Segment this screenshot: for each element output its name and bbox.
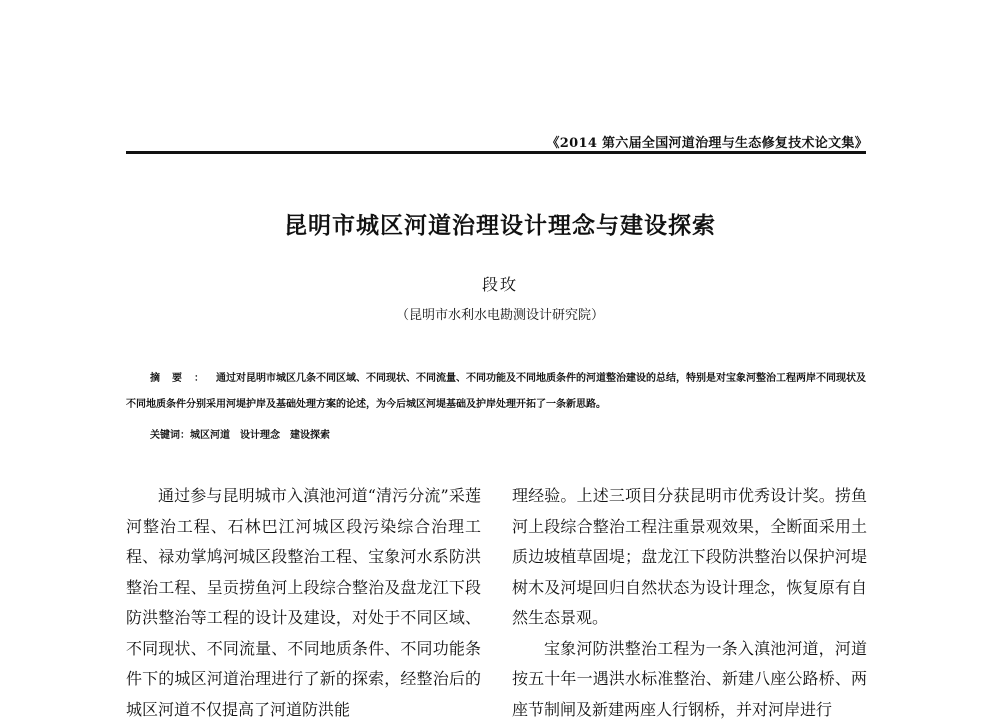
author-affiliation: （昆明市水利水电勘测设计研究院）: [0, 304, 1000, 323]
body-left-column: [126, 481, 481, 725]
running-header: 《2014 第六届全国河道治理与生态修复技术论文集》: [546, 132, 868, 151]
paper-title: 昆明市城区河道治理设计理念与建设探索: [0, 207, 1000, 240]
keywords-label: 关键词：: [150, 430, 190, 441]
keywords-text: 城区河道 设计理念 建设探索: [190, 430, 330, 441]
abstract-text: 通过对昆明市城区几条不同区域、不同现状、不同流量、不同功能及不同地质条件的河道整治建设的总结，特别是对宝象河整治工程两岸不同现状及不同地质条件分别采用河堤护岸及基础处理方案的论述，为今后城区河堤基础及护岸处理开拓了一条新思路。: [126, 373, 866, 410]
author-name: 段玫: [0, 272, 1000, 295]
body-paragraph: 宝象河防洪整治工程为一条入滇池河道，河道按五十年一遇洪水标准整治、新建八座公路桥、两座节制闸及新建两座人行钢桥，并对河岸进行: [512, 634, 867, 725]
abstract-label: 摘要：: [150, 373, 216, 384]
keywords: [150, 426, 330, 441]
header-rule: [126, 151, 866, 154]
body-paragraph: 通过参与昆明城市入滇池河道“清污分流”采莲河整治工程、石林巴江河城区段污染综合治理工程、禄劝掌鸠河城区段整治工程、宝象河水系防洪整治工程、呈贡捞鱼河上段综合整治及盘龙江下段防洪整治等工程的设计及建设，对处于不同区域、不同现状、不同流量、不同地质条件、不同功能条件下的城区河道治理进行了新的探索，经整治后的城区河道不仅提高了河道防洪能: [126, 481, 481, 725]
body-paragraph: 理经验。上述三项目分获昆明市优秀设计奖。捞鱼河上段综合整治工程注重景观效果，全断面采用土质边坡植草固堤；盘龙江下段防洪整治以保护河堤树木及河堤回归自然状态为设计理念，恢复原有自然生态景观。: [512, 481, 867, 634]
abstract: [126, 366, 866, 418]
body-right-column: [512, 481, 867, 725]
